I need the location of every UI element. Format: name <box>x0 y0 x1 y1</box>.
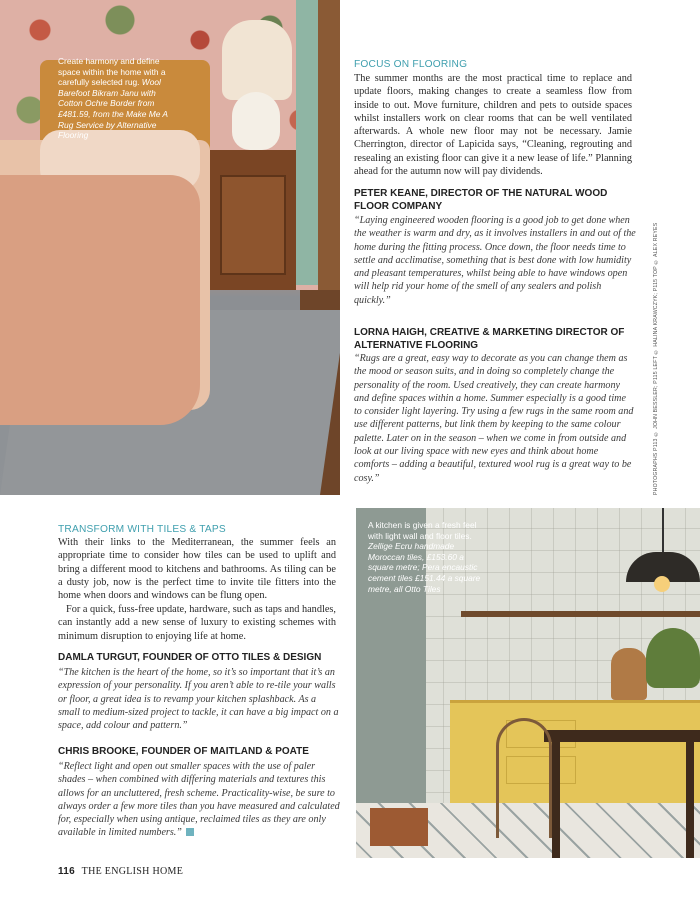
tiles-body-1: With their links to the Mediterranean, the summer feels an appropriate time to consider how tiles can be used to uplift and bring a different mood to kitchens and bathrooms. As tiling can be a dusty job, now is the perfect time to invite tile fitters into the home when doors and windows can be flung open. <box>58 537 336 602</box>
bedroom-caption <box>58 56 173 141</box>
bed-throw <box>0 175 200 425</box>
bedroom-caption-credit: Wool Barefoot Bikram Janu with Cotton Ochre Border from £481.59, from the Make Me A Rug Service by Alternative Flooring <box>58 77 168 141</box>
chris-brooke-quote: “Reflect light and open out smaller spaces with the use of paler shades – when combined with differing materials and textures this allows for an uncluttered, fresh scheme. Practicality-wise, be sure to always order a few more tiles than you have measured and calculated for, especially when using antique, reclaimed tiles as they are only available in limited numbers.” <box>58 761 340 839</box>
table-leg <box>552 742 560 858</box>
peter-keane-quote: “Laying engineered wooden flooring is a good job to get done when the weather is warm and dry, as it involves installers in and out of the home during the fitting process. Once down, the floor needs time to settle and acclimatise, something that is best done with low humidity and pleasant temperatures, whilst being able to have windows open will help rid your home of the smell of any sealers and polish quickly.” <box>354 215 636 306</box>
lamp-bulb <box>654 576 670 592</box>
chris-brooke-heading: CHRIS BROOKE, FOUNDER OF MAITLAND & POATE <box>58 746 309 757</box>
chopping-board <box>611 648 647 700</box>
table-leg <box>686 742 694 858</box>
kitchen-caption <box>368 520 483 594</box>
magazine-name: THE ENGLISH HOME <box>81 866 184 877</box>
page-number: 116 <box>58 866 76 877</box>
photo-credit: PHOTOGRAPHS P113 © JOHN BESSLER; P115 LEFT © HALINA KRAWCZYK; P115 TOP © ALEX REYES <box>653 222 659 495</box>
page-footer <box>58 866 183 877</box>
lamp-shade <box>222 20 292 100</box>
kitchen-caption-text: A kitchen is given a fresh feel with light wall and floor tiles. <box>368 520 477 541</box>
green-door-frame <box>296 0 318 285</box>
damla-turgut-heading: DAMLA TURGUT, FOUNDER OF OTTO TILES & DESIGN <box>58 652 322 663</box>
wishbone-chair <box>496 718 552 838</box>
tiles-body-2: For a quick, fuss-free update, hardware, such as taps and handles, can instantly add a new sense of luxury to existing schemes with minimum disruption to enjoying life at home. <box>58 604 336 642</box>
potted-plant <box>646 628 700 688</box>
kitchen-caption-credit: Zellige Ecru handmade Moroccan tiles, £153.60 a square metre; Pera encaustic cement tiles £151.44 a square metre, all Otto Tiles <box>368 541 481 594</box>
lorna-haigh-heading: LORNA HAIGH, CREATIVE & MARKETING DIRECTOR OF ALTERNATIVE FLOORING <box>354 327 625 351</box>
flooring-body: The summer months are the most practical time to replace and update floors, making changes to create a seamless flow from inside to out. Move furniture, children and pets to outside spaces whilst installers work on clear rooms that can be well ventilated afterwards. A whole new floor may not be necessary. Jamie Cherrington, director of Lapicida says, “Cleaning, regrouting and resealing an existing floor can give it a new lease of life.” Planning ahead for the autumn now will pay dividends. <box>354 73 632 178</box>
wooden-crate <box>370 808 428 846</box>
pendant-cord <box>662 508 664 554</box>
chris-brooke-quote-block <box>58 760 340 840</box>
bedroom-caption-text: Create harmony and define space within the home with a carefully selected rug. <box>58 56 166 88</box>
damla-turgut-quote: “The kitchen is the heart of the home, so it’s so important that it’s an expression of your personality. If you aren’t able to re-tile your walls or floor, a great idea is to revamp your kitchen splashback. As a small to medium-sized project to tackle, it can have a big impact on a space, add colour and pattern.” <box>58 667 339 732</box>
flooring-heading: FOCUS ON FLOORING <box>354 59 468 70</box>
peter-keane-heading: PETER KEANE, DIRECTOR OF THE NATURAL WOOD FLOOR COMPANY <box>354 188 608 212</box>
lorna-haigh-quote: “Rugs are a great, easy way to decorate as you can change them as the mood or season suits, and in doing so completely change the personality of the room. Used creatively, they can create harmony and define spaces within a home. Summer especially is a good time to consider light layering. Try using a few rugs in the same room and use different patterns, but link them by keeping to the same colour palette. Later on in the season – when we come in from outside and look at our living space with new eyes and think about home comforts – adding a beautiful, textured wool rug is a great way to be cosy.” <box>354 353 634 484</box>
end-mark-icon <box>186 828 194 836</box>
pineapple-lamp-base <box>232 92 280 150</box>
yellow-cabinet <box>450 703 700 803</box>
bedside-cabinet-door <box>220 175 286 275</box>
dining-table <box>544 730 700 742</box>
tiles-heading: TRANSFORM WITH TILES & TAPS <box>58 524 226 535</box>
wooden-shelf <box>461 611 700 617</box>
